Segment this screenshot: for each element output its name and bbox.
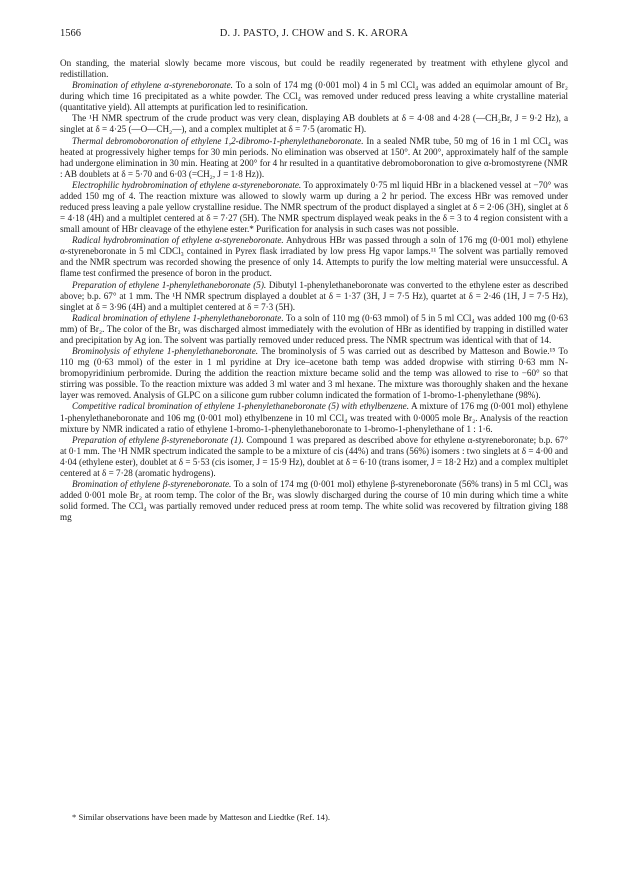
paragraph-title: Electrophilic hydrobromination of ethylene α-styreneboronate. [72,179,302,190]
paragraph-title: Competitive radical bromination of ethylene 1-phenylethaneboronate (5) with ethylbenzene. [72,401,409,412]
footnote: * Similar observations have been made by Matteson and Liedtke (Ref. 14). [72,812,330,822]
paragraph: Preparation of ethylene 1-phenylethaneboronate (5). Dibutyl 1-phenylethaneboronate was converted to the ethylene ester as described above; b.p. 67° at 1 mm. The ¹H NMR spectrum displayed a doublet at δ = 1·37 (3H, J = 7·5 Hz), quartet at δ = 2·46 (1H, J = 7·5 Hz), singlet at δ = 3·96 (4H) and a multiplet centered at δ = 7·3 (5H). [60,279,569,312]
paragraph: Radical bromination of ethylene 1-phenylethaneboronate. To a soln of 110 mg (0·63 mmol) of 5 in 5 ml CCl₄ was added 100 mg (0·63 mm) of Br₂. The color of the Br₂ was discharged almost immediately with the evolution of HBr as identified by trapping in distilled water and precipitation by Ag ion. The solvent was partially removed under reduced press. The NMR spectrum was identical with that of 14. [60,312,569,345]
paragraph: Bromination of ethylene α-styreneboronate. To a soln of 174 mg (0·001 mol) 4 in 5 ml CCl₄ was added an equimolar amount of Br₂ during which time 16 precipitated as a white powder. The CCl₄ was removed under reduced press leaving a white crystalline material (quantitative yield). All attempts at purification led to resinification. [60,80,568,113]
paragraph-title: Radical bromination of ethylene 1-phenylethaneboronate. [72,312,284,323]
paragraph: Bromination of ethylene β-styreneboronate. To a soln of 174 mg (0·001 mol) ethylene β-styreneboronate (56% trans) in 5 ml CCl₄ was added 0·001 mole Br₂ at room temp. The color of the Br₂ was slowly discharged during the course of 10 min during which time a white solid formed. The CCl₄ was partially removed under reduced press at room temp. The white solid was recovered by filtration giving 188 mg [60,478,568,523]
paragraph: Thermal debromoboronation of ethylene 1,2-dibromo-1-phenylethaneboronate. In a sealed NMR tube, 50 mg of 16 in 1 ml CCl₄ was heated at progressively higher temps for 30 min periods. No elimination was observed at 150°. At 200°, approximately half of the sample had undergone elimination in 30 min. Heating at 200° for 4 hr resulted in a quantitative debromoboronation to give α-bromostyrene (NMR : AB doublets at δ = 5·70 and 6·03 (=CH₂, J = 1·8 Hz)). [60,135,569,179]
paragraph: The ¹H NMR spectrum of the crude product was very clean, displaying AB doublets at δ = 4·08 and 4·28 (—CH₂Br, J = 9·2 Hz), a singlet at δ = 4·25 (—O—CH₂—), and a complex multiplet at δ = 7·5 (aromatic H). [60,113,568,135]
paragraph: Preparation of ethylene β-styreneboronate (1). Compound 1 was prepared as described above for ethylene α-styreneboronate; b.p. 67° at 0·1 mm. The ¹H NMR spectrum indicated the sample to be a mixture of cis (44%) and trans (56%) isomers : two singlets at δ = 4·00 and 4·04 (ethylene ester), doublet at δ = 5·53 (cis isomer, J = 15·9 Hz), doublet at δ = 6·10 (trans isomer, J = 18·2 Hz) and a complex multiplet centered at δ = 7·28 (aromatic hydrogens). [60,434,569,478]
paragraph-title: Preparation of ethylene 1-phenylethaneboronate (5). [72,279,267,290]
paragraph-title: Radical hydrobromination of ethylene α-styreneboronate. [72,235,284,246]
paragraph: On standing, the material slowly became more viscous, but could be readily regenerated by treatment with ethylene glycol and redistillation. [60,58,568,80]
paragraph: Brominolysis of ethylene 1-phenylethaneboronate. The brominolysis of 5 was carried out as described by Matteson and Bowie.¹⁵ To 110 mg (0·63 mmol) of the ester in 1 ml pyridine at Dry ice–acetone bath temp was added dropwise with stirring 0·63 mm N-bromopyridinium perbromide. During the addition the reaction mixture became solid and the temp was allowed to rise to −60° so that stirring was possible. To the reaction mixture was added 3 ml water and 3 ml hexane. The mixture was thoroughly shaken and the hexane layer was removed. Analysis of GLPC on a silicone gum rubber column indicated the formation of 1-bromo-1-phenylethane (98%). [60,346,568,401]
paragraph: Radical hydrobromination of ethylene α-styreneboronate. Anhydrous HBr was passed through a soln of 176 mg (0·001 mol) ethylene α-styreneboronate in 5 ml CDCl₃ contained in Pyrex flask irradiated by low press Hg vapor lamps.¹¹ The solvent was partially removed and the NMR spectrum was recorded showing the presence of only 14. Attempts to purify the low melting material were unsuccessful. A flame test confirmed the presence of boron in the product. [60,235,568,279]
article-body [60,58,568,523]
paragraph: Electrophilic hydrobromination of ethylene α-styreneboronate. To approximately 0·75 ml liquid HBr in a blackened vessel at −70° was added 150 mg of 4. The reaction mixture was allowed to slowly warm up during a 2 hr period. The excess HBr was removed under reduced press leaving a pale yellow crystalline residue. The NMR spectrum of the product displayed a singlet at δ = 2·06 (3H), singlet at δ = 4·18 (4H) and a multiplet centered at δ = 7·27 (5H). The NMR spectrum displayed weak peaks in the δ = 3 to 4 region consistent with a small amount of HBr cleavage of the ethylene ester.* Purification for analysis in such cases was not possible. [60,179,568,235]
page-number: 1566 [60,28,81,39]
paragraph-title: Thermal debromoboronation of ethylene 1,2-dibromo-1-phenylethaneboronate. [72,135,364,146]
page-header [60,28,568,44]
paragraph-title: Preparation of ethylene β-styreneboronate (1). [72,434,244,445]
paragraph: Competitive radical bromination of ethylene 1-phenylethaneboronate (5) with ethylbenzene. A mixture of 176 mg (0·001 mol) ethylene 1-phenylethaneboronate and 106 mg (0·001 mol) ethylbenzene in 10 ml CCl₄ was treated with 0·0005 mole Br₂. Analysis of the reaction mixture by NMR indicated a ratio of ethylene 1-bromo-1-phenylethaneboronate to 1-bromo-1-phenylethane of 1 : 1·6. [60,401,568,434]
running-head: D. J. PASTO, J. CHOW and S. K. ARORA [219,28,409,39]
paragraph-title: Bromination of ethylene α-styreneboronate. [72,80,233,91]
paragraph-title: Brominolysis of ethylene 1-phenylethaneboronate. [72,346,259,357]
paragraph-title: Bromination of ethylene β-styreneboronate. [72,478,232,489]
